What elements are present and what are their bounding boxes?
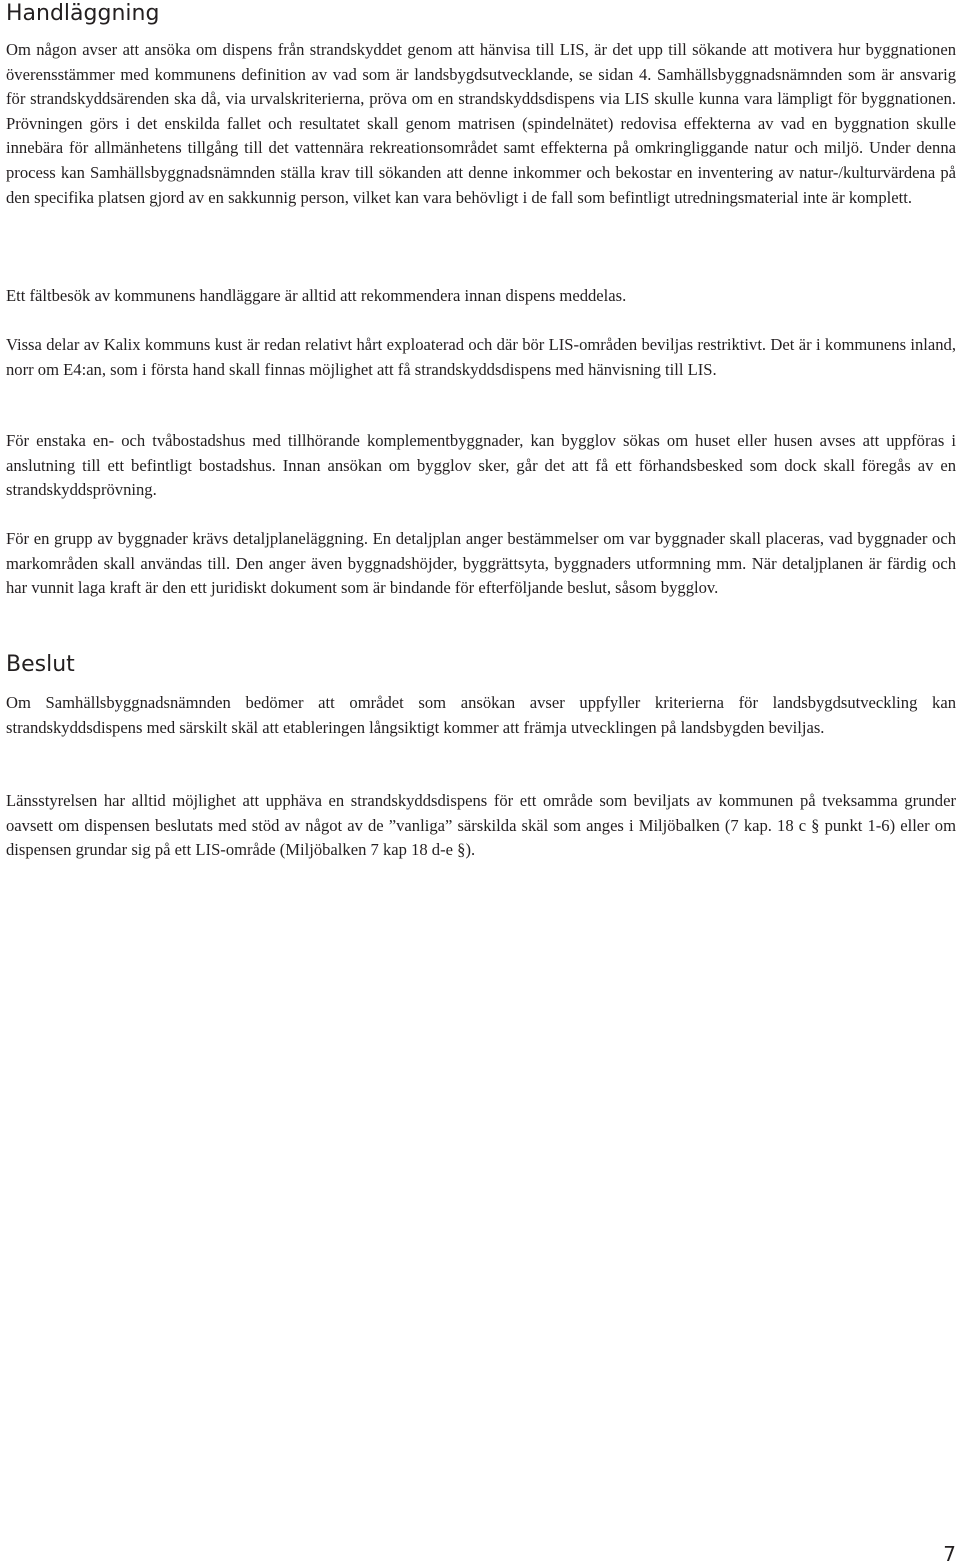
paragraph-bygglov: För enstaka en- och tvåbostadshus med tillhörande komplementbyggnader, kan bygglov sökas om huset eller husen avses att uppföras i anslutning till ett befintligt bostadshus. Innan ansökan om bygglov sker, går det att få ett förhandsbesked som dock skall föregås av en strandskyddsprövning. xyxy=(6,431,956,500)
paragraph-lansstyrelsen: Länsstyrelsen har alltid möjlighet att upphäva en strandskyddsdispens för ett område som beviljats av kommunen på tveksamma grunder oavsett om dispensen beslutats med stöd av något av de ”vanliga” särskilda skäl som anges i Miljöbalken (7 kap. 18 c § punkt 1-6) eller om dispensen grundar sig på ett LIS-område (Miljöbalken 7 kap 18 d-e §). xyxy=(6,791,956,860)
section-heading-handlaggning: Handläggning xyxy=(6,1,160,26)
paragraph-faltbesok: Ett fältbesök av kommunens handläggare är alltid att rekommendera innan dispens meddelas. xyxy=(6,286,627,305)
page-number: 7 xyxy=(943,1542,956,1566)
paragraph-beslut-beviljas: Om Samhällsbyggnadsnämnden bedömer att området som ansökan avser uppfyller kriterierna för landsbygdsutveckling kan strandskyddsdispens med särskilt skäl att etableringen långsiktigt kommer att främja utvecklingen på landsbygden beviljas. xyxy=(6,693,956,737)
paragraph-detaljplan: För en grupp av byggnader krävs detaljplaneläggning. En detaljplan anger bestämmelser om var byggnader skall placeras, vad byggnader och markområden skall användas till. Den anger även byggnadshöjder, byggrättsyta, byggnaders utformning mm. När detaljplanen är färdig och har vunnit laga kraft är den ett juridiskt dokument som är bindande för efterföljande beslut, såsom bygglov. xyxy=(6,529,956,598)
paragraph-kalix-kust: Vissa delar av Kalix kommuns kust är redan relativt hårt exploaterad och där bör LIS-områden beviljas restriktivt. Det är i kommunens inland, norr om E4:an, som i första hand skall finnas möjlighet att få strandskyddsdispens med hänvisning till LIS. xyxy=(6,335,956,379)
paragraph-dispens-lis: Om någon avser att ansöka om dispens från strandskyddet genom att hänvisa till LIS, är det upp till sökande att motivera hur byggnationen överensstämmer med kommunens definition av vad som är landsbygdsutvecklande, se sidan 4. Samhällsbyggnadsnämnden som är ansvarig för strandskyddsärenden ska då, via urvalskriterierna, pröva om en strandskyddsdispens via LIS skulle kunna vara lämpligt för byggnationen. Prövningen görs i det enskilda fallet och resultatet skall genom matrisen (spindelnätet) redovisa effekterna av vad en byggnation skulle innebära för allmänhetens tillgång till det vattennära rekreationsområdet samt effekterna på omkringliggande natur och miljö. Under denna process kan Samhällsbyggnadsnämnden ställa krav till sökanden att denne inkommer och bekostar en inventering av natur-/kulturvärdena på den specifika platsen gjord av en sakkunnig person, vilket kan vara behövligt i de fall som befintligt utredningsmaterial inte är komplett. xyxy=(6,40,956,207)
section-heading-beslut: Beslut xyxy=(6,652,75,677)
